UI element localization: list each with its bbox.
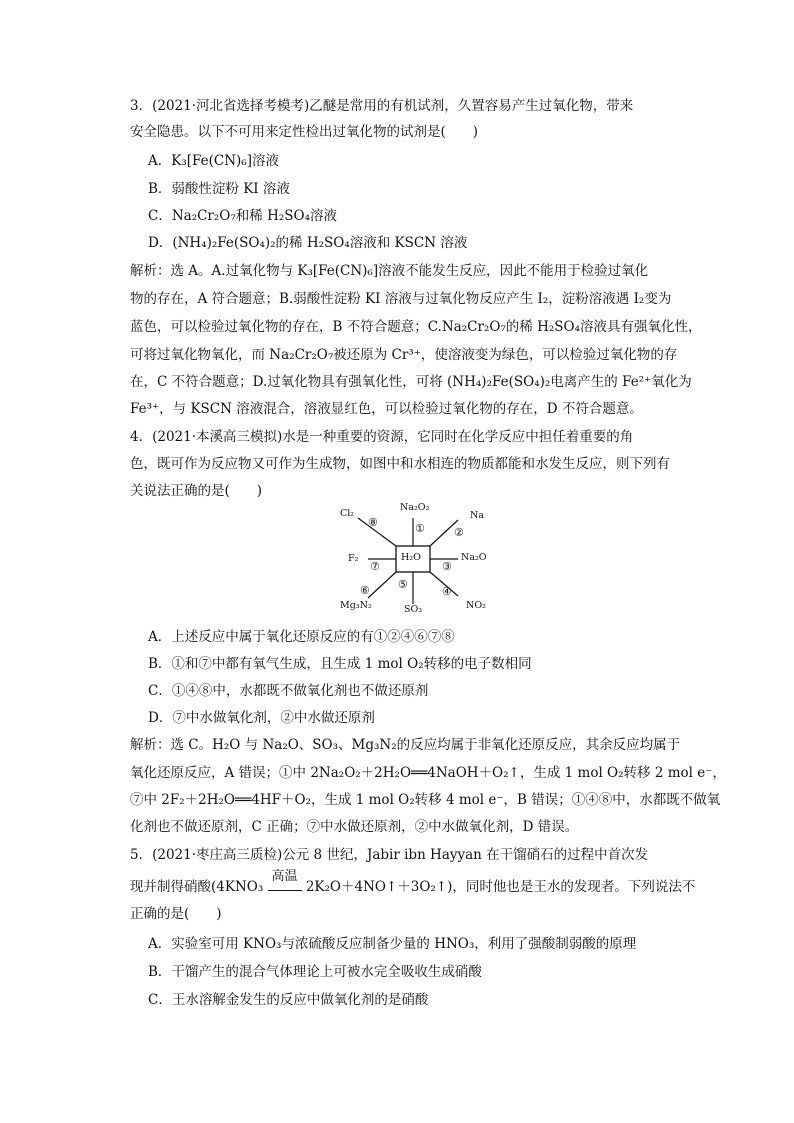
reaction-arrow bbox=[268, 869, 302, 891]
node-bottom: SO₃ bbox=[404, 604, 423, 615]
q4-stem-line2: 色，既可作为反应物又可作为生成物，如图中和水相连的物质都能和水发生反应，则下列有 bbox=[130, 456, 670, 472]
reaction-condition: 高温 bbox=[271, 869, 298, 884]
node-top-right: Na bbox=[470, 510, 484, 521]
q3-analysis-line5: 在，C 不符合题意；D.过氧化物具有强氧化性，可将 (NH₄)₂Fe(SO₄)₂电离产生的 Fe²⁺氧化为 bbox=[130, 374, 692, 390]
q5-stem-line3: 正确的是( ) bbox=[130, 906, 222, 922]
q5-stem-line1: 5．(2021·枣庄高三质检)公元 8 世纪，Jabir ibn Hayyan 在干馏硝石的过程中首次发 bbox=[130, 847, 649, 863]
q3-analysis-line4: 可将过氧化物氧化，而 Na₂Cr₂O₇被还原为 Cr³⁺，使溶液变为绿色，可以检验过氧化物的存 bbox=[130, 347, 678, 363]
node-top: Na₂O₂ bbox=[400, 502, 430, 513]
q3-analysis-line3: 蓝色，可以检验过氧化物的存在，B 不符合题意；C.Na₂Cr₂O₇的稀 H₂SO₄溶液具有强氧化性， bbox=[130, 319, 702, 335]
marker-6: ⑥ bbox=[360, 584, 370, 597]
center-label: H₂O bbox=[401, 552, 421, 563]
q5-stem-line2 bbox=[130, 869, 696, 896]
marker-3: ③ bbox=[442, 560, 452, 573]
q3-stem-line2: 安全隐患。以下不可用来定性检出过氧化物的试剂是( ) bbox=[130, 124, 479, 140]
q5-option-c: C．王水溶解金发生的反应中做氧化剂的是硝酸 bbox=[148, 992, 429, 1008]
marker-7: ⑦ bbox=[370, 560, 380, 573]
q3-stem-line1: 3．(2021·河北省选择考模考)乙醚是常用的有机试剂，久置容易产生过氧化物，带来 bbox=[130, 98, 634, 114]
q3-analysis-line1: 解析：选 A。A.过氧化物与 K₃[Fe(CN)₆]溶液不能发生反应，因此不能用于检验过氧化 bbox=[130, 263, 649, 279]
marker-1: ① bbox=[415, 522, 425, 535]
q5-stem-line2-suffix: 2K₂O＋4NO↑＋3O₂↑)，同时他也是王水的发现者。下列说法不 bbox=[301, 879, 696, 895]
q5-stem-line2-prefix: 现并制得硝酸(4KNO₃ bbox=[130, 879, 268, 895]
q4-option-d: D．⑦中水做氧化剂，②中水做还原剂 bbox=[148, 710, 375, 726]
marker-5: ⑤ bbox=[398, 578, 408, 591]
q5-option-a: A．实验室可用 KNO₃与浓硫酸反应制备少量的 HNO₃，利用了强酸制弱酸的原理 bbox=[148, 936, 637, 952]
marker-2: ② bbox=[454, 526, 464, 539]
q4-option-a: A．上述反应中属于氧化还原反应的有①②④⑥⑦⑧ bbox=[148, 629, 455, 645]
q4-stem-line3: 关说法正确的是( ) bbox=[130, 483, 263, 499]
q3-analysis-line6: Fe³⁺，与 KSCN 溶液混合，溶液显红色，可以检验过氧化物的存在，D 不符合题意。 bbox=[130, 401, 643, 417]
q3-option-a: A．K₃[Fe(CN)₆]溶液 bbox=[148, 153, 279, 169]
node-bottom-left: Mg₃N₂ bbox=[340, 600, 372, 611]
q3-analysis-line2: 物的存在，A 符合题意；B.弱酸性淀粉 KI 溶液与过氧化物反应产生 I₂，淀粉溶液遇 I₂变为 bbox=[130, 291, 672, 307]
q4-stem-line1: 4．(2021·本溪高三模拟)水是一种重要的资源，它同时在化学反应中担任着重要的角 bbox=[130, 429, 634, 445]
q3-option-b: B．弱酸性淀粉 KI 溶液 bbox=[148, 181, 290, 197]
q5-option-b: B．干馏产生的混合气体理论上可被水完全吸收生成硝酸 bbox=[148, 964, 482, 980]
marker-4: ④ bbox=[442, 585, 452, 598]
q3-option-c: C．Na₂Cr₂O₇和稀 H₂SO₄溶液 bbox=[148, 208, 337, 224]
water-reaction-diagram bbox=[330, 500, 490, 620]
q4-analysis-line4: 化剂也不做还原剂，C 正确；⑦中水做还原剂，②中水做氧化剂，D 错误。 bbox=[130, 819, 579, 835]
q4-analysis-line2: 氧化还原反应，A 错误；①中 2Na₂O₂＋2H₂O══4NaOH＋O₂↑，生成 1 mol O₂转移 2 mol e⁻， bbox=[130, 765, 726, 781]
q4-option-c: C．①④⑧中，水都既不做氧化剂也不做还原剂 bbox=[148, 683, 429, 699]
node-top-left: Cl₂ bbox=[340, 508, 355, 519]
q4-option-b: B．①和⑦中都有氧气生成，且生成 1 mol O₂转移的电子数相同 bbox=[148, 656, 532, 672]
q4-analysis-line3: ⑦中 2F₂＋2H₂O══4HF＋O₂，生成 1 mol O₂转移 4 mol e⁻，B 错误；①④⑧中，水都既不做氧 bbox=[130, 792, 721, 808]
node-bottom-right: NO₂ bbox=[466, 600, 486, 611]
q3-option-d: D．(NH₄)₂Fe(SO₄)₂的稀 H₂SO₄溶液和 KSCN 溶液 bbox=[148, 235, 468, 251]
marker-8: ⑧ bbox=[368, 516, 378, 529]
q4-analysis-line1: 解析：选 C。H₂O 与 Na₂O、SO₃、Mg₃N₂的反应均属于非氧化还原反应，其余反应均属于 bbox=[130, 737, 681, 753]
node-left: F₂ bbox=[348, 553, 359, 564]
node-right: Na₂O bbox=[461, 552, 487, 563]
